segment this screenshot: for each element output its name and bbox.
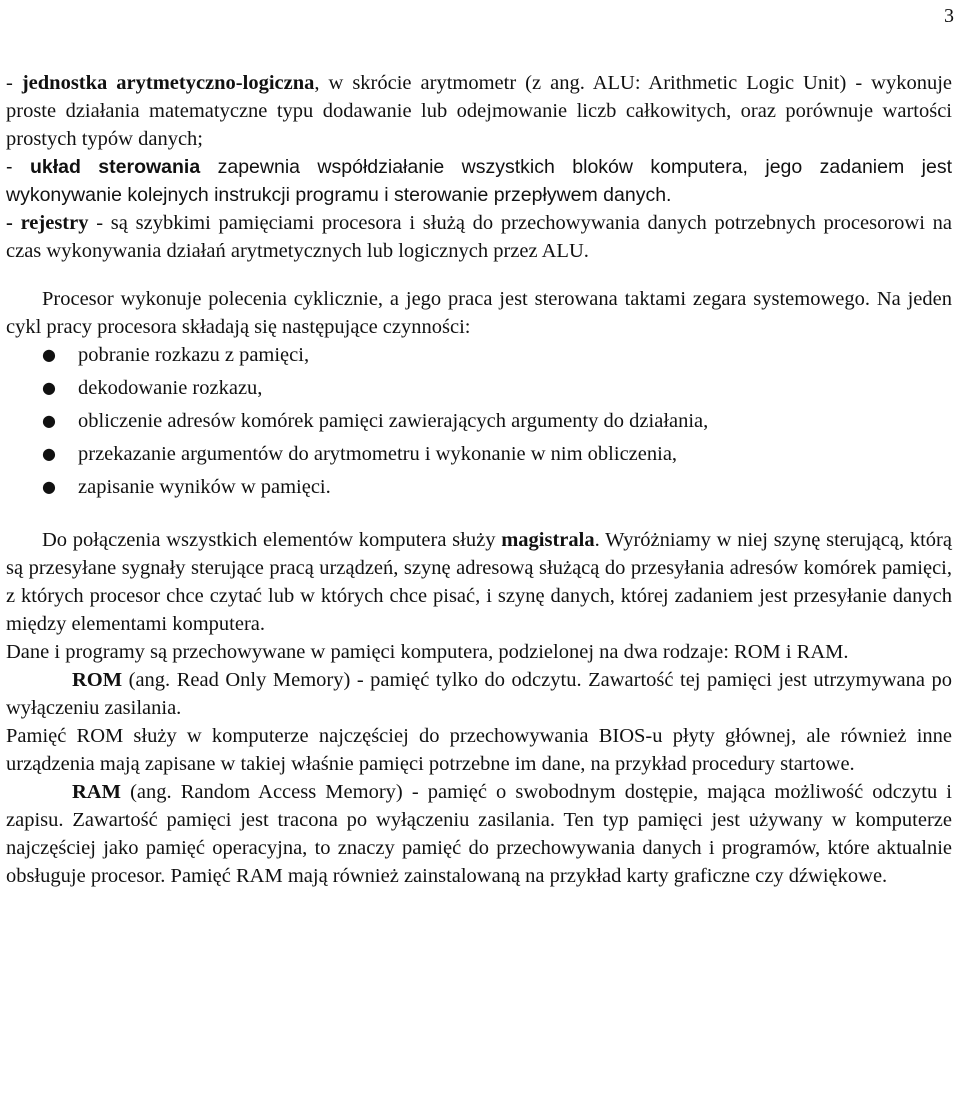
rom-paragraph — [6, 666, 952, 722]
list-item-text: dekodowanie rozkazu, — [78, 377, 263, 399]
rom-term: ROM — [72, 669, 123, 691]
cycle-steps-list — [6, 341, 952, 501]
ram-text: (ang. Random Access Memory) - pamięć o swobodnym dostępie, mająca możliwość odczytu i zapisu. Zawartość pamięci jest tracona po wyłączeniu zasilania. Ten typ pamięci jest używany w komputerze najczęściej jako pamięć operacyjna, to znaczy pamięć do przechowywania danych i programów, które aktualnie obsługuje procesor. Pamięć RAM mają również zainstalowaną na przykład karty graficzne czy dźwiękowe. — [6, 781, 952, 887]
control-text: zapewnia współdziałanie wszystkich bloków komputera, jego zadaniem jest wykonywanie kolejnych instrukcji programu i sterowanie przepływem danych. — [6, 156, 953, 206]
bus-term: magistrala — [501, 529, 595, 551]
control-term: układ sterowania — [29, 156, 201, 178]
registers-text: - są szybkimi pamięciami procesora i służą do przechowywania danych potrzebnych procesorowi na czas wykonywania działań arytmetycznych lub logicznych przez ALU. — [6, 212, 952, 262]
list-item — [6, 341, 952, 369]
list-item-text: obliczenie adresów komórek pamięci zawierających argumenty do działania, — [78, 410, 709, 432]
document-body — [6, 69, 952, 890]
list-item — [6, 473, 952, 501]
ram-term: RAM — [72, 781, 121, 803]
memory-intro-paragraph: Dane i programy są przechowywane w pamięci komputera, podzielonej na dwa rodzaje: ROM i RAM. — [6, 641, 849, 663]
bus-paragraph — [6, 526, 952, 638]
bullet-icon: ● — [42, 444, 56, 463]
list-item-text: pobranie rozkazu z pamięci, — [78, 344, 310, 366]
ram-paragraph — [6, 778, 952, 890]
list-item — [6, 374, 952, 402]
cycle-paragraph — [6, 285, 952, 341]
list-item-text: zapisanie wyników w pamięci. — [78, 476, 331, 498]
registers-paragraph — [6, 209, 952, 265]
cycle-text-2: Na jeden cykl pracy procesora składają się następujące czynności: — [6, 288, 953, 338]
list-item — [6, 440, 952, 468]
rom-usage-paragraph: Pamięć ROM służy w komputerze najczęściej do przechowywania BIOS-u płyty głównej, ale również inne urządzenia mają zapisane w takiej właśnie pamięci potrzebne im dane, na przykład procedury startowe. — [6, 725, 952, 775]
registers-term: - rejestry — [6, 212, 89, 234]
alu-term: jednostka arytmetyczno-logiczna — [21, 72, 315, 94]
bullet-icon: ● — [42, 411, 56, 430]
list-item-text: przekazanie argumentów do arytmometru i wykonanie w nim obliczenia, — [78, 443, 678, 465]
list-item — [6, 407, 952, 435]
alu-text: , w skrócie arytmometr (z ang. ALU: Arithmetic Logic Unit) - wykonuje proste działania matematyczne typu dodawanie lub odejmowanie liczb całkowitych, oraz porównuje wartości prostych typów danych; — [6, 72, 953, 150]
rom-text: (ang. Read Only Memory) - pamięć tylko do odczytu. Zawartość tej pamięci jest utrzymywana po wyłączeniu zasilania. — [6, 669, 952, 719]
cycle-text-1: Procesor wykonuje polecenia cyklicznie, a jego praca jest sterowana taktami zegara systemowego. — [42, 288, 870, 310]
bullet-icon: ● — [42, 345, 56, 364]
control-paragraph — [6, 153, 952, 209]
page-number: 3 — [944, 5, 954, 27]
control-dash: - — [6, 156, 30, 178]
bullet-icon: ● — [42, 477, 56, 496]
bus-text-2: . Wyróżniamy w niej szynę sterującą, którą są przesyłane sygnały sterujące pracą urządzeń, szynę adresową służącą do przesyłania adresów komórek pamięci, z których procesor chce czytać lub w których chce pisać, i szynę danych, której zadaniem jest przesyłanie danych między elementami komputera. — [6, 529, 952, 635]
bus-text-1: Do połączenia wszystkich elementów komputera służy — [42, 529, 502, 551]
bullet-icon: ● — [42, 378, 56, 397]
alu-dash: - — [6, 72, 22, 94]
alu-paragraph — [6, 69, 952, 153]
